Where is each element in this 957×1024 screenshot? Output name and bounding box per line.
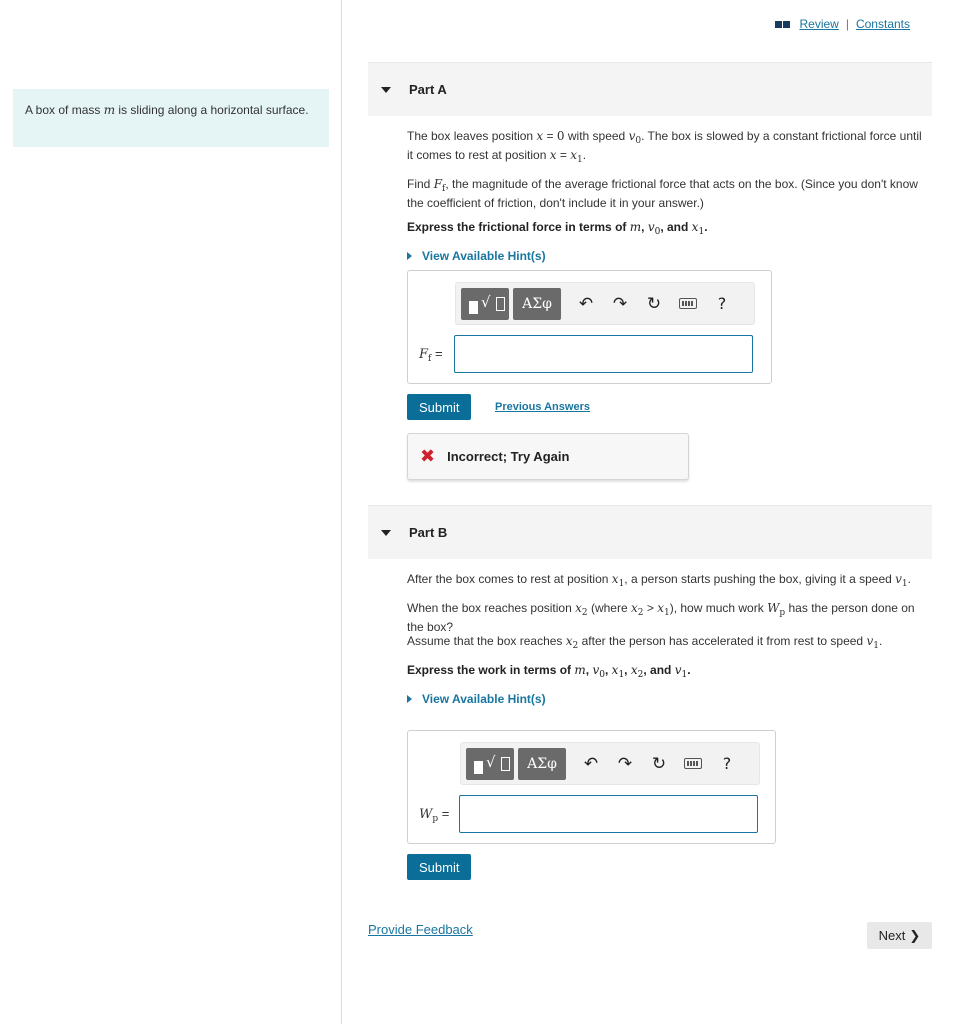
keyboard-icon[interactable] [676, 754, 710, 774]
math-x-eq-x1: x [549, 148, 557, 162]
math-toolbar [460, 742, 760, 785]
problem-intro [13, 89, 329, 147]
part-a-title: Part A [409, 82, 447, 97]
text: , the magnitude of the average frictional force that acts on the box. (Since you don't know the coefficient of friction, don't include it in your answer.) [407, 177, 918, 210]
previous-answers-link[interactable]: Previous Answers [495, 401, 590, 413]
feedback-box [407, 433, 689, 480]
text: . [907, 572, 911, 586]
redo-icon[interactable]: ↷ [617, 753, 633, 774]
part-b-paragraph-2: When the box reaches position $x_2$ (where $x_2 > x_1$), how much work $W_p$ has the person done on the box? [407, 601, 915, 634]
math-m: m [574, 663, 586, 677]
next-button[interactable] [867, 922, 932, 949]
part-b-answer-box [407, 730, 776, 844]
math-x1: $x_1$ [657, 601, 670, 618]
equals-sign: = [435, 346, 443, 361]
answer-input[interactable] [459, 795, 758, 833]
part-b-header[interactable] [368, 505, 932, 559]
part-b-body [407, 572, 927, 706]
instruction-text: Express the frictional force in terms of [407, 220, 627, 234]
text: , a person starts pushing the box, giving it a speed [624, 572, 896, 586]
text: When the box reaches position [407, 601, 576, 615]
help-icon[interactable]: ? [722, 754, 732, 773]
feedback-text: Incorrect; Try Again [447, 449, 570, 464]
incorrect-x-icon: ✖ [420, 446, 436, 467]
text: . [878, 634, 883, 648]
text: ), how much work [669, 601, 768, 615]
math-Ff: $F_f$ [433, 177, 446, 194]
part-b-instruction: Express the work in terms of m, $v_0$, $x_1$, $x_2$, and $v_1$. [407, 663, 691, 680]
math-vars: m [629, 220, 642, 234]
text: The box leaves position [407, 129, 537, 143]
part-b-title: Part B [409, 525, 448, 540]
next-label: Next [878, 928, 906, 943]
radical-icon: √ [486, 752, 496, 771]
link-separator: | [845, 17, 849, 31]
part-b-hint-toggle[interactable] [407, 692, 927, 706]
text: . The box is slowed by a constant frictional force until it comes to rest at position [407, 129, 922, 162]
intro-var-m: m [103, 103, 116, 117]
hint-label: View Available Hint(s) [422, 249, 546, 263]
submit-button[interactable]: Submit [407, 394, 471, 420]
collapse-caret-icon[interactable] [381, 87, 391, 93]
help-icon[interactable]: ? [717, 294, 727, 313]
greek-symbols-button[interactable]: ΑΣφ [513, 288, 561, 320]
text: (where [587, 601, 631, 615]
template-box-icon [501, 757, 510, 771]
math-x1: $x_1$ [691, 220, 705, 237]
expand-caret-icon [407, 252, 412, 260]
math-x2: $x_2$ [630, 601, 644, 618]
text: Assume that the box reaches [407, 634, 566, 648]
templates-button[interactable] [466, 748, 514, 780]
template-box-icon [496, 297, 505, 311]
part-a-body [407, 129, 927, 263]
intro-text-before: A box of mass [25, 103, 104, 117]
answer-variable-label [419, 806, 449, 824]
undo-icon[interactable]: ↶ [578, 293, 594, 314]
math-x1: $x_1$ [611, 572, 625, 589]
templates-button[interactable] [461, 288, 509, 320]
part-a-answer-box [407, 270, 772, 384]
math-v1: $v_1$ [895, 572, 908, 589]
question-pane [343, 0, 957, 1024]
text: has the person done on the box? [407, 601, 915, 634]
math-Wp: $W_p$ [767, 601, 786, 618]
math-x2: $x_2$ [630, 663, 644, 680]
review-link[interactable]: Review [799, 17, 839, 31]
math-Wp: $W_p$ [419, 807, 439, 824]
reset-icon[interactable]: ↻ [646, 293, 662, 314]
provide-feedback-link[interactable]: Provide Feedback [368, 922, 473, 937]
greek-symbols-button[interactable]: ΑΣφ [518, 748, 566, 780]
math-v0: $v_0$ [647, 220, 661, 237]
book-icon [775, 21, 790, 28]
part-b-paragraph-3 [407, 634, 927, 653]
reset-icon[interactable]: ↻ [651, 753, 667, 774]
math-v0: $v_0$ [628, 129, 642, 146]
template-square-icon [474, 761, 483, 774]
redo-icon[interactable]: ↷ [612, 293, 628, 314]
text: with speed [564, 129, 629, 143]
radical-icon: √ [481, 292, 491, 311]
collapse-caret-icon[interactable] [381, 530, 391, 536]
math-Ff: $F_f$ [419, 347, 432, 364]
undo-icon[interactable]: ↶ [583, 753, 599, 774]
text: . [582, 148, 587, 162]
part-a-paragraph-1: The box leaves position x = 0 with speed $v_0$. The box is slowed by a constant frictional force until it comes to rest at position $x = x_1$. [407, 129, 922, 165]
math-x1: $x_1$ [570, 148, 583, 165]
top-links [775, 17, 910, 31]
math-x-eq-0: x [536, 129, 544, 143]
intro-text-after: is sliding along a horizontal surface. [115, 103, 309, 117]
text: Find [407, 177, 434, 191]
math-x2: $x_2$ [565, 634, 579, 651]
text: after the person has accelerated it from rest to speed [578, 634, 867, 648]
submit-button[interactable]: Submit [407, 854, 471, 880]
expand-caret-icon [407, 695, 412, 703]
part-a-header[interactable] [368, 62, 932, 116]
math-zero: 0 [556, 129, 565, 143]
part-a-paragraph-2 [407, 177, 927, 210]
keyboard-icon[interactable] [671, 294, 705, 314]
math-v1: $v_1$ [674, 663, 688, 680]
part-a-instruction: Express the frictional force in terms of m, $v_0$, and $x_1$. [407, 220, 708, 237]
part-a-hint-toggle[interactable] [407, 249, 927, 263]
math-x2: $x_2$ [575, 601, 588, 618]
hint-label: View Available Hint(s) [422, 692, 546, 706]
chevron-right-icon: ❯ [909, 927, 921, 943]
answer-variable-label [419, 346, 443, 364]
math-v0: $v_0$ [592, 663, 605, 680]
problem-intro-pane [0, 0, 342, 1024]
math-toolbar [455, 282, 755, 325]
part-b-paragraph-1 [407, 572, 927, 591]
math-v1: $v_1$ [866, 634, 879, 651]
equals-sign: = [441, 806, 450, 821]
constants-link[interactable]: Constants [855, 17, 910, 31]
answer-input[interactable] [454, 335, 753, 373]
instruction-text: Express the work in terms of [407, 663, 572, 677]
text: After the box comes to rest at position [407, 572, 612, 586]
template-square-icon [469, 301, 478, 314]
math-x1: $x_1$ [611, 663, 625, 680]
